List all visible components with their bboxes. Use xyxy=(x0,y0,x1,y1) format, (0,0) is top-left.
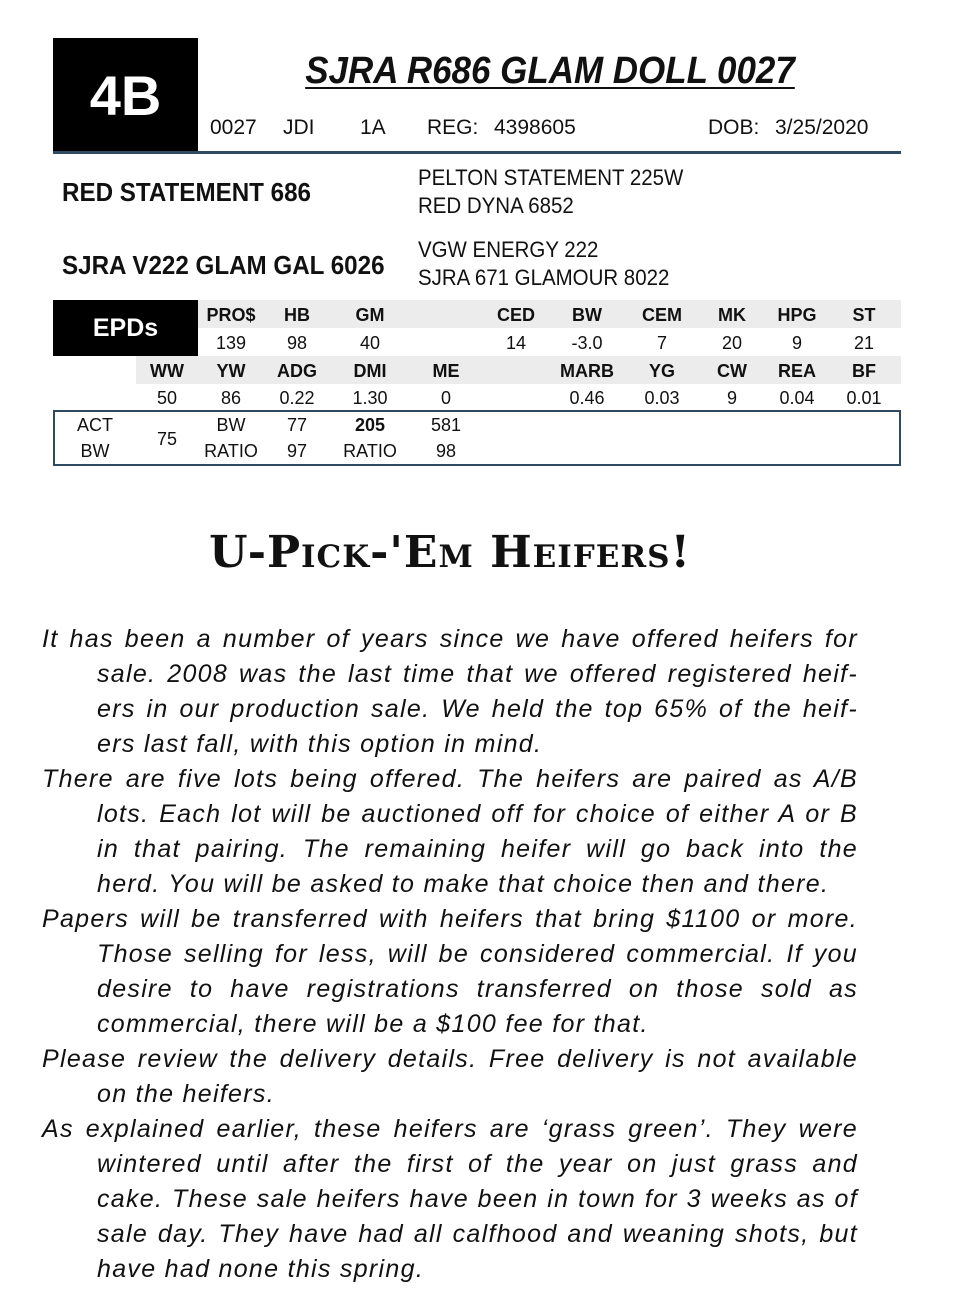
paragraph: As explained earlier, these heifers are ‘grass green’. They were wintered until after the first of the year on just grass and cake. These sale heifers have been in town for 3 weeks as of sale day. They have had all calfhood and weaning shots, but have had none this spring. xyxy=(42,1115,858,1283)
epd-value: 21 xyxy=(853,333,875,353)
epd-header: CW xyxy=(717,361,747,381)
reg-label: REG: xyxy=(427,116,479,139)
paragraph: It has been a number of years since we have offered heifers for sale. 2008 was the last time that we offered registered heif-ers in our production sale. We held the top 65% of the heif-ers last fall, with this option in mind. xyxy=(42,625,858,758)
epd-header: BW xyxy=(572,305,602,325)
epd-header: BF xyxy=(852,361,876,381)
epd-value: 86 xyxy=(220,388,242,408)
bw-ratio-value: 97 xyxy=(286,441,308,461)
bw-ratio-label-top: BW xyxy=(216,415,246,435)
ratio-label: RATIO xyxy=(204,441,258,461)
epd-header: ST xyxy=(852,305,876,325)
brand: JDI xyxy=(283,116,315,139)
epd-value: 0.46 xyxy=(569,388,605,408)
epd-header: YW xyxy=(216,361,246,381)
sire-name: RED STATEMENT 686 xyxy=(62,177,312,207)
weight-205-label: 205 xyxy=(354,415,386,435)
sire-sire: PELTON STATEMENT 225W xyxy=(418,165,684,190)
epd-label: EPDs xyxy=(53,300,198,356)
epd-value: 0.22 xyxy=(279,388,315,408)
epd-value: 139 xyxy=(215,333,247,353)
tag-number: 0027 xyxy=(210,116,257,139)
epd-header: PRO$ xyxy=(206,305,256,325)
epd-header: YG xyxy=(648,361,675,381)
code: 1A xyxy=(360,116,386,139)
animal-name: SJRA R686 GLAM DOLL 0027 xyxy=(305,50,795,92)
actual-bw-value: 75 xyxy=(156,429,178,449)
lot-number: 4B xyxy=(53,38,198,152)
epd-value: 9 xyxy=(726,388,737,408)
reg-number: 4398605 xyxy=(494,116,576,139)
epd-value: 20 xyxy=(721,333,743,353)
epd-value: 98 xyxy=(286,333,308,353)
weight-205-value: 581 xyxy=(430,415,462,435)
epd-value: 1.30 xyxy=(352,388,388,408)
epd-header: DMI xyxy=(353,361,387,381)
epd-header: REA xyxy=(777,361,816,381)
sire-dam: RED DYNA 6852 xyxy=(418,193,574,218)
dob-value: 3/25/2020 xyxy=(775,116,869,139)
epd-value: 9 xyxy=(791,333,802,353)
dam-dam: SJRA 671 GLAMOUR 8022 xyxy=(418,265,670,290)
act-label: ACT xyxy=(77,415,113,435)
epd-value: 40 xyxy=(359,333,381,353)
paragraph: Papers will be transferred with heifers that bring $1100 or more. Those selling for less, will be considered commercial. If you desire to have registrations transferred on those sold as commercial, there will be a $100 fee for that. xyxy=(42,905,858,1038)
epd-header: WW xyxy=(150,361,184,381)
epd-header: MARB xyxy=(560,361,614,381)
epd-header: GM xyxy=(355,305,385,325)
epd-value: 0.03 xyxy=(644,388,680,408)
ratio2-label: RATIO xyxy=(343,441,397,461)
epd-header: CEM xyxy=(642,305,682,325)
dam-name: SJRA V222 GLAM GAL 6026 xyxy=(62,250,385,280)
epd-header: ME xyxy=(432,361,460,381)
paragraph: Please review the delivery details. Free delivery is not available on the heifers. xyxy=(42,1045,858,1108)
bw-label: BW xyxy=(80,441,110,461)
header-rule xyxy=(53,151,901,154)
epd-header: ADG xyxy=(277,361,317,381)
bw-ratio-top-value: 77 xyxy=(286,415,308,435)
dob-label: DOB: xyxy=(708,116,760,139)
epd-value: 14 xyxy=(505,333,527,353)
paragraph: There are five lots being offered. The heifers are paired as A/B lots. Each lot will be auctioned off for choice of either A or B in that pairing. The remaining heifer will go back into the herd. You will be asked to make that choice then and there. xyxy=(42,765,858,898)
epd-value: 0.04 xyxy=(779,388,815,408)
dam-sire: VGW ENERGY 222 xyxy=(418,237,599,262)
epd-header: HB xyxy=(284,305,310,325)
epd-value: 0 xyxy=(440,388,451,408)
weight-205-ratio: 98 xyxy=(435,441,457,461)
epd-value: -3.0 xyxy=(571,333,603,353)
epd-header: HPG xyxy=(777,305,817,325)
epd-value: 0.01 xyxy=(846,388,882,408)
epd-value: 7 xyxy=(656,333,667,353)
epd-header: MK xyxy=(718,305,746,325)
section-title: U-Pick-'Em Heifers! xyxy=(209,527,691,578)
epd-value: 50 xyxy=(156,388,178,408)
epd-header: CED xyxy=(496,305,535,325)
